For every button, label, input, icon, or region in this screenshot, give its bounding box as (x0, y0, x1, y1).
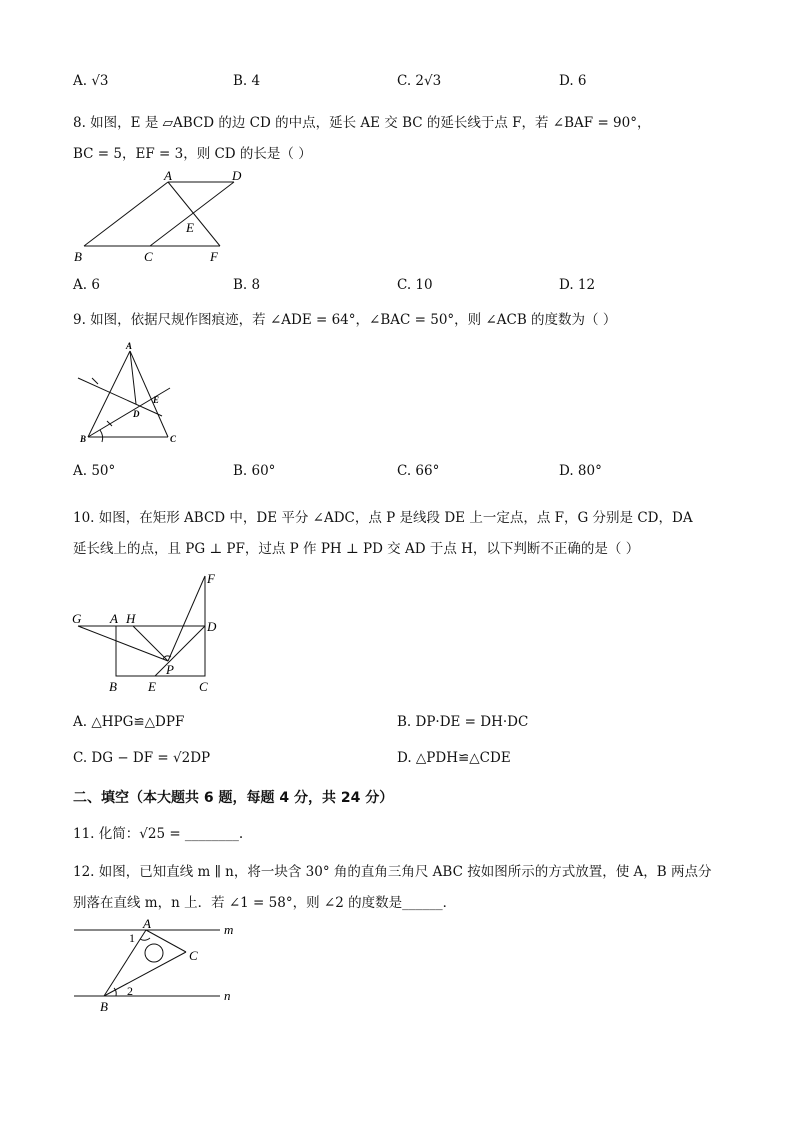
q12-label-2: 2 (127, 984, 133, 998)
q12-label-c: C (189, 948, 198, 963)
q7-option-b: B. 4 (233, 73, 261, 89)
q12-label-n: n (224, 988, 231, 1003)
q9-option-c: C. 66° (397, 463, 440, 479)
q10-label-d: D (207, 619, 217, 634)
q10-option-d: D. △PDH≌△CDE (397, 750, 511, 766)
q8-label-d: D (232, 168, 242, 183)
q9-stem-line1: 9. 如图，依据尺规作图痕迹，若 ∠ADE = 64°，∠BAC = 50°，则 ∠ACB 的度数为（ ） (73, 312, 617, 328)
q12-line-bc (104, 952, 186, 996)
q10-label-g: G (72, 611, 82, 626)
q10-option-b: B. DP·DE = DH·DC (397, 714, 529, 730)
q12-angle1-arc (140, 938, 150, 940)
q8-option-a: A. 6 (73, 277, 100, 293)
q9-label-e: E (153, 395, 160, 405)
q11-text: 11. 化简：√25 = ________. (73, 826, 244, 842)
q10-label-p: P (166, 662, 174, 677)
q12-triangle-hole (145, 944, 163, 962)
q9-option-d: D. 80° (559, 463, 602, 479)
q9-option-b: B. 60° (233, 463, 276, 479)
q8-option-b: B. 8 (233, 277, 261, 293)
section2-title: 二、填空（本大题共 6 题，每题 4 分，共 24 分） (73, 790, 394, 806)
q8-label-f: F (210, 249, 218, 264)
q9-label-d: D (133, 409, 140, 419)
q8-option-c: C. 10 (397, 277, 433, 293)
q10-label-e: E (148, 679, 156, 694)
q9-label-b: B (80, 434, 87, 444)
q10-option-a: A. △HPG≌△DPF (73, 714, 185, 730)
q9-label-c: C (170, 434, 177, 444)
q10-label-f: F (207, 571, 215, 586)
q10-stem-line2: 延长线上的点，且 PG ⊥ PF，过点 P 作 PH ⊥ PD 交 AD 于点 H，以下判断不正确的是（ ） (73, 541, 640, 557)
q9-label-a: A (126, 341, 133, 351)
q10-label-h: H (126, 611, 136, 626)
q12-label-a: A (143, 916, 151, 931)
q12-label-b: B (100, 999, 108, 1014)
q8-stem-line2: BC = 5，EF = 3，则 CD 的长是（ ） (73, 146, 312, 162)
q10-option-c: C. DG − DF = √2DP (73, 750, 211, 766)
q10-stem-line1: 10. 如图，在矩形 ABCD 中，DE 平分 ∠ADC，点 P 是线段 DE 上一定点，点 F，G 分别是 CD，DA (73, 510, 693, 526)
q10-label-c: C (199, 679, 208, 694)
q12-line-ac (146, 930, 186, 952)
q8-label-b: B (74, 249, 82, 264)
q10-label-b: B (109, 679, 117, 694)
q8-stem-line1: 8. 如图，E 是 ▱ABCD 的边 CD 的中点，延长 AE 交 BC 的延长线于点 F，若 ∠BAF = 90°， (73, 115, 651, 131)
q10-label-a: A (110, 611, 118, 626)
q12-label-m: m (224, 922, 234, 937)
q12-stem-line2: 别落在直线 m，n 上．若 ∠1 = 58°，则 ∠2 的度数是______． (73, 895, 457, 911)
q7-option-a: A. √3 (73, 73, 109, 89)
q9-option-a: A. 50° (73, 463, 116, 479)
q7-option-c: C. 2√3 (397, 73, 442, 89)
q8-label-a: A (164, 168, 172, 183)
q8-option-d: D. 12 (559, 277, 596, 293)
q12-line-ab (104, 930, 146, 996)
q12-stem-line1: 12. 如图，已知直线 m ∥ n，将一块含 30° 角的直角三角尺 ABC 按如图所示的方式放置，使 A，B 两点分 (73, 864, 712, 880)
q8-label-e: E (186, 220, 194, 235)
q7-option-d: D. 6 (559, 73, 587, 89)
q8-label-c: C (144, 249, 153, 264)
q12-label-1: 1 (129, 931, 135, 945)
